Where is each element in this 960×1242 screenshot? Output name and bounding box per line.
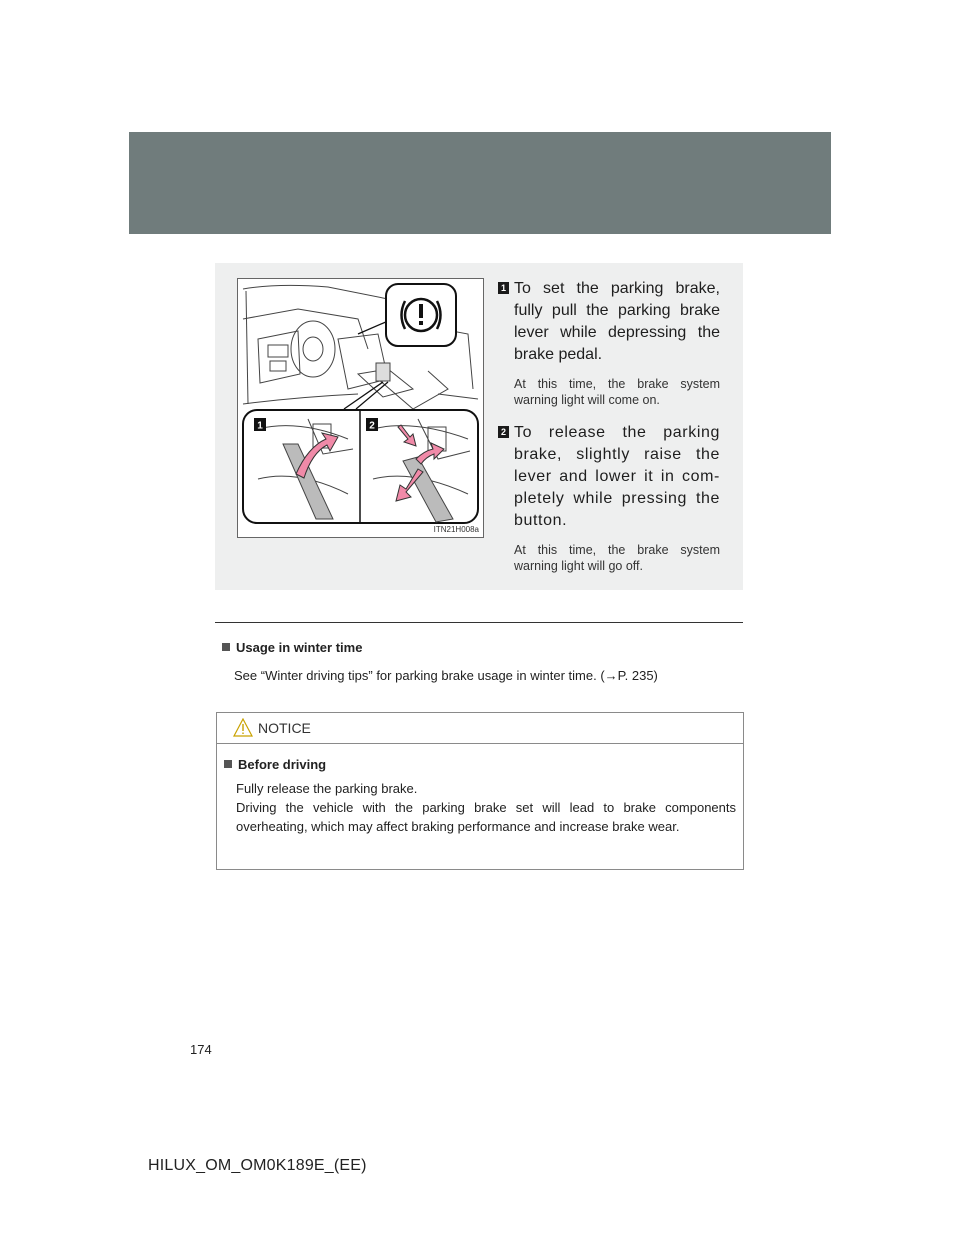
callout-1-label: 1	[257, 420, 263, 432]
step-1-note: At this time, the brake system warning light will come on.	[514, 377, 720, 407]
section-divider	[215, 622, 743, 623]
page-title: Parking brake	[87, 67, 246, 93]
callout-2-label: 2	[369, 420, 375, 432]
step-2-note: At this time, the brake system warning light will go off.	[514, 543, 720, 573]
footer-code: HILUX_OM_OM0K189E_(EE)	[148, 1157, 367, 1174]
parking-brake-illustration	[237, 278, 484, 538]
instruction-steps	[498, 278, 720, 574]
notice-heading-text: Before driving	[238, 757, 327, 772]
bullet-square-icon	[222, 643, 230, 651]
notice-header	[217, 713, 743, 744]
notice-body	[217, 744, 743, 836]
page-number: 174	[190, 1042, 212, 1057]
notice-title: NOTICE	[258, 720, 311, 736]
warning-triangle-icon	[233, 718, 253, 737]
illustration-svg	[238, 279, 483, 537]
bullet-square-icon	[224, 760, 232, 768]
usage-body: See “Winter driving tips” for parking brake usage in winter time. (→P. 235)	[234, 668, 658, 683]
notice-box	[216, 712, 744, 870]
notice-line-1: Fully release the parking brake.	[236, 781, 418, 796]
step-1-number: 1	[498, 282, 509, 294]
step-1	[498, 278, 720, 408]
notice-heading	[224, 756, 736, 774]
step-2	[498, 422, 720, 574]
usage-section	[222, 639, 742, 685]
figure-code: ITN21H008a	[433, 525, 479, 534]
header-band	[129, 132, 831, 234]
notice-text	[224, 779, 736, 836]
step-1-text: To set the parking brake, fully pull the parking brake lever while depressing the brake pedal.	[514, 280, 720, 363]
notice-line-2: Driving the vehicle with the parking brake set will lead to brake components overheating, which may affect braking performance and increase brake wear.	[236, 800, 736, 834]
step-2-text: To release the parking brake, slightly raise the lever and lower it in com-pletely while pressing the button.	[514, 424, 720, 529]
brake-warning-icon	[358, 284, 456, 346]
usage-heading	[222, 639, 742, 657]
usage-heading-text: Usage in winter time	[236, 640, 363, 655]
step-2-number: 2	[498, 426, 509, 438]
section-label: 2-1. Driving procedures	[87, 46, 262, 63]
